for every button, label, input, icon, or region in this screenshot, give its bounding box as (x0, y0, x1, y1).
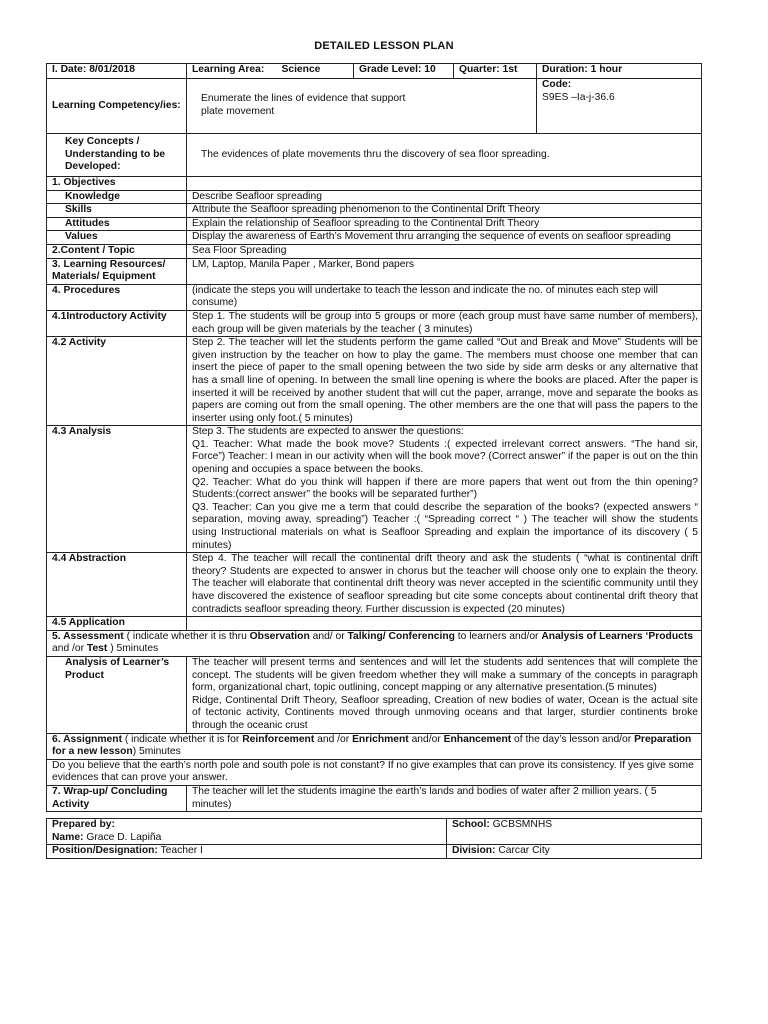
procedures-row (47, 284, 702, 310)
content-row (47, 244, 702, 258)
quarter-cell: Quarter: 1st (454, 64, 537, 79)
skills-row (47, 204, 702, 218)
knowledge-value: Describe Seafloor spreading (187, 190, 702, 204)
analysis-label: 4.3 Analysis (47, 426, 187, 553)
application-row (47, 617, 702, 631)
resources-label: 3. Learning Resources/ Materials/ Equipment (47, 258, 187, 284)
learner-product-value: The teacher will present terms and sentences and will let the students add sentences that will complete the concept. The students will be given freedom whether they will make a summary of the concepts in paragraph form, organizational chart, topic outlining, concept mapping or any alternative presentation.(5 minutes) Ridge, Continental Drift Theory, Seafloor spreading, Creation of new bodies of water, Ocean is the actual site of tectonic activity, Continents moved through unmoving oceans and that larger, sturdier continents broke through the oceanic crust (187, 656, 702, 733)
knowledge-row (47, 190, 702, 204)
header-row (47, 64, 702, 79)
signature-table (46, 818, 702, 859)
intro-activity-label: 4.1Introductory Activity (47, 310, 187, 336)
resources-value: LM, Laptop, Manila Paper , Marker, Bond papers (187, 258, 702, 284)
objectives-row (47, 177, 702, 191)
grade-level-cell: Grade Level: 10 (354, 64, 454, 79)
attitudes-label: Attitudes (47, 217, 187, 231)
resources-row (47, 258, 702, 284)
code-value: S9ES –Ia-j-36.6 (542, 91, 615, 103)
prepared-cell (47, 819, 447, 845)
assignment-row (47, 733, 702, 759)
skills-label: Skills (47, 204, 187, 218)
code-label: Code: (542, 79, 572, 90)
assignment-question: Do you believe that the earth’s north pole and south pole is not constant? If no give examples that can prove its consistency. If yes give some evidences that can prove your answer. (47, 759, 702, 785)
competency-row (47, 79, 702, 134)
lesson-plan-table (46, 63, 702, 812)
assessment-row (47, 630, 702, 656)
page-title: DETAILED LESSON PLAN (314, 40, 454, 52)
competency-label: Learning Competency/ies: (47, 79, 187, 134)
school-cell: School: GCBSMNHS (447, 819, 702, 845)
intro-activity-value: Step 1. The students will be group into 5 groups or more (each group must have same number of members), each group will be given materials by the teacher ( 3 minutes) (187, 310, 702, 336)
division-cell: Division: Carcar City (447, 845, 702, 859)
assessment-cell: 5. Assessment ( indicate whether it is thru Observation and/ or Talking/ Conferencing to learners and/or Analysis of Learners ‘Products and /or Test ) 5minutes (47, 630, 702, 656)
wrapup-value: The teacher will let the students imagine the earth’s lands and bodies of water after 2 million years. ( 5 minutes) (187, 785, 702, 811)
wrapup-label: 7. Wrap-up/ Concluding Activity (47, 785, 187, 811)
activity-row (47, 337, 702, 426)
key-concepts-row (47, 134, 702, 177)
code-cell (537, 79, 702, 134)
competency-value: Enumerate the lines of evidence that support plate movement (187, 79, 537, 134)
analysis-step: Step 3. The students are expected to answer the questions: (192, 426, 464, 438)
activity-value: Step 2. The teacher will let the students perform the game called “Out and Break and Move” Students will be given instruction by the teacher on how to play the game. The members must choose one member that can insert the piece of paper to the small opening between the two side by side arm desks or any alternative that has a small line of opening. In between the small line opening is where the books are placed. After the paper is inserted it will be received by another student that will cut the paper, arrange, move and separate the books as papers are coming out from the small opening. The other members are the one that will pass the papers to the inserter using only foot.( 5 minutes) (187, 337, 702, 426)
abstraction-row (47, 553, 702, 617)
name-line: Name: Grace D. Lapiña (52, 831, 162, 843)
application-label: 4.5 Application (47, 617, 187, 631)
analysis-q3: Q3. Teacher: Can you give me a term that could describe the separation of the books? (expected answers “ separation, moving away, spreading”) Teacher :( “Spreading correct “ ) The teacher will show the students using Instructional materials on what is Seafloor Spreading and explain the importance of its discovery ( 5 minutes) (192, 501, 698, 551)
analysis-q1: Q1. Teacher: What made the book move? Students :( expected irrelevant correct answers. “The hand sir, Force”) Teacher: I mean in our activity when will the book move? (Correct answer” if the paper is out on the thin opening and occupies a space between the books. (192, 438, 698, 476)
procedures-label: 4. Procedures (47, 284, 187, 310)
attitudes-value: Explain the relationship of Seafloor spreading to the Continental Drift Theory (187, 217, 702, 231)
assignment-question-row (47, 759, 702, 785)
skills-value: Attribute the Seafloor spreading phenomenon to the Continental Drift Theory (187, 204, 702, 218)
abstraction-value: Step 4. The teacher will recall the continental drift theory and ask the students ( “what is continental drift theory? Students are expected to answer in chorus but the teacher will choose only one to explain the theory. The teacher will elaborate that continental drift theory was never accepted in the scientific community until they have discovered the existence of seafloor spreading but cite some concepts about continental drift theory that contradicts seafloor spreading theory. Further discussion is expected (20 minutes) (187, 553, 702, 617)
key-concepts-label: Key Concepts / Understanding to be Developed: (47, 134, 187, 177)
procedures-value: (indicate the steps you will undertake to teach the lesson and indicate the no. of minutes each step will consume) (187, 284, 702, 310)
learning-area-cell: Learning Area: Science (187, 64, 354, 79)
learner-product-label: Analysis of Learner’s Product (47, 656, 187, 733)
duration-cell: Duration: 1 hour (537, 64, 702, 79)
activity-label: 4.2 Activity (47, 337, 187, 426)
content-value: Sea Floor Spreading (187, 244, 702, 258)
content-label: 2.Content / Topic (47, 244, 187, 258)
assignment-cell: 6. Assignment ( indicate whether it is for Reinforcement and /or Enrichment and/or Enhancement of the day’s lesson and/or Preparation for a new lesson) 5minutes (47, 733, 702, 759)
knowledge-label: Knowledge (47, 190, 187, 204)
learner-product-row (47, 656, 702, 733)
analysis-row (47, 426, 702, 553)
prepared-row (47, 819, 702, 845)
values-label: Values (47, 231, 187, 245)
key-concepts-value: The evidences of plate movements thru the discovery of sea floor spreading. (187, 134, 702, 177)
values-value: Display the awareness of Earth’s Movement thru arranging the sequence of events on seafloor spreading (187, 231, 702, 245)
intro-activity-row (47, 310, 702, 336)
position-cell: Position/Designation: Teacher I (47, 845, 447, 859)
objectives-label: 1. Objectives (47, 177, 187, 191)
lesson-plan-document (46, 63, 701, 859)
values-row (47, 231, 702, 245)
attitudes-row (47, 217, 702, 231)
analysis-q2: Q2. Teacher: What do you think will happen if there are more papers that went out from the thin opening? Students:(correct answer” the books will be separated further”) (192, 476, 698, 501)
date-cell: I. Date: 8/01/2018 (47, 64, 187, 79)
position-row (47, 845, 702, 859)
wrapup-row (47, 785, 702, 811)
abstraction-label: 4.4 Abstraction (47, 553, 187, 617)
prepared-by-label: Prepared by: (52, 819, 115, 831)
analysis-value (187, 426, 702, 553)
